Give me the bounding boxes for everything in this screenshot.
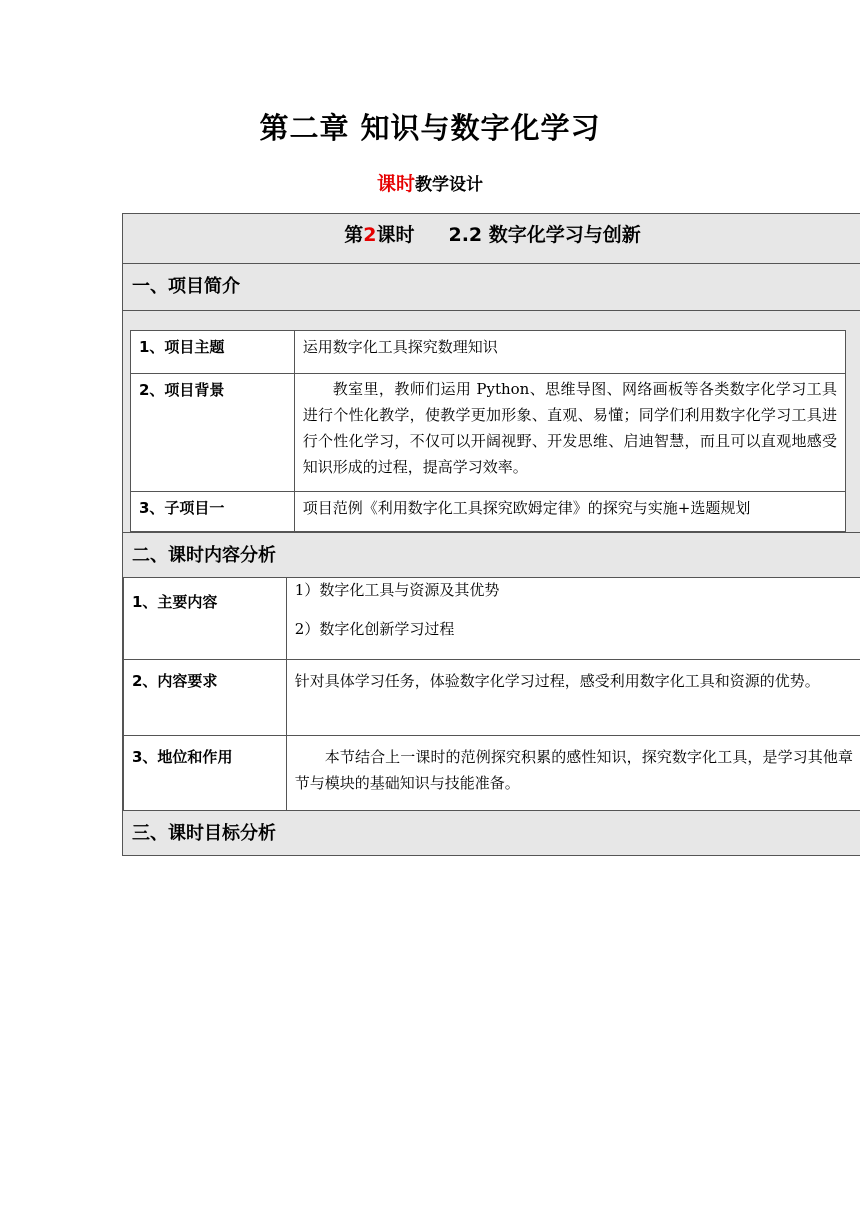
row-text: 项目范例《利用数字化工具探究欧姆定律》的探究与实施+选题规划 — [294, 492, 845, 532]
row-label: 3、地位和作用 — [124, 736, 287, 811]
row-text: 本节结合上一课时的范例探究积累的感性知识，探究数字化工具，是学习其他章节与模块的基础知识与技能准备。 — [286, 736, 860, 811]
content-analysis-table — [123, 577, 860, 811]
row-text — [286, 578, 860, 660]
section3-heading: 三、课时目标分析 — [132, 823, 276, 844]
lesson-number: 2 — [363, 224, 377, 246]
section2-heading: 二、课时内容分析 — [132, 545, 276, 566]
row-label: 1、主要内容 — [124, 578, 287, 660]
row-text: 教室里，教师们运用 Python、思维导图、网络画板等各类数字化学习工具进行个性化教学，使教学更加形象、直观、易懂；同学们利用数字化学习工具进行个性化学习，不仅可以开阔视野、开发思维、启迪智慧，而且可以直观地感受知识形成的过程，提高学习效率。 — [294, 374, 845, 492]
section2-header-row — [123, 532, 860, 578]
table-row — [131, 374, 846, 492]
row-label: 3、子项目一 — [131, 492, 295, 532]
lesson-name: 2.2 数字化学习与创新 — [448, 224, 641, 246]
lesson-header-row — [123, 214, 860, 264]
table-row — [131, 492, 846, 532]
table-row — [131, 331, 846, 374]
subtitle-rest: 教学设计 — [415, 175, 483, 195]
lesson-design-table — [122, 213, 860, 856]
row-text: 针对具体学习任务，体验数字化学习过程，感受利用数字化工具和资源的优势。 — [286, 660, 860, 736]
subtitle-highlight: 课时 — [376, 173, 415, 195]
table-row — [124, 578, 860, 660]
content-line: 1）数字化工具与资源及其优势 — [294, 581, 500, 599]
section1-heading: 一、项目简介 — [132, 276, 240, 297]
row-label: 2、内容要求 — [124, 660, 287, 736]
document-subtitle — [0, 169, 860, 196]
section3-header-row — [123, 810, 860, 856]
lesson-title: 第2课时 2.2 数字化学习与创新 — [344, 224, 641, 246]
row-label: 2、项目背景 — [131, 374, 295, 492]
content-line: 2）数字化创新学习过程 — [294, 620, 455, 638]
section1-header-row — [123, 264, 860, 311]
row-label: 1、项目主题 — [131, 331, 295, 374]
table-row — [124, 660, 860, 736]
row-text: 运用数字化工具探究数理知识 — [294, 331, 845, 374]
table-row — [124, 736, 860, 811]
project-intro-table — [130, 330, 846, 532]
document-title: 第二章 知识与数字化学习 — [259, 111, 601, 145]
